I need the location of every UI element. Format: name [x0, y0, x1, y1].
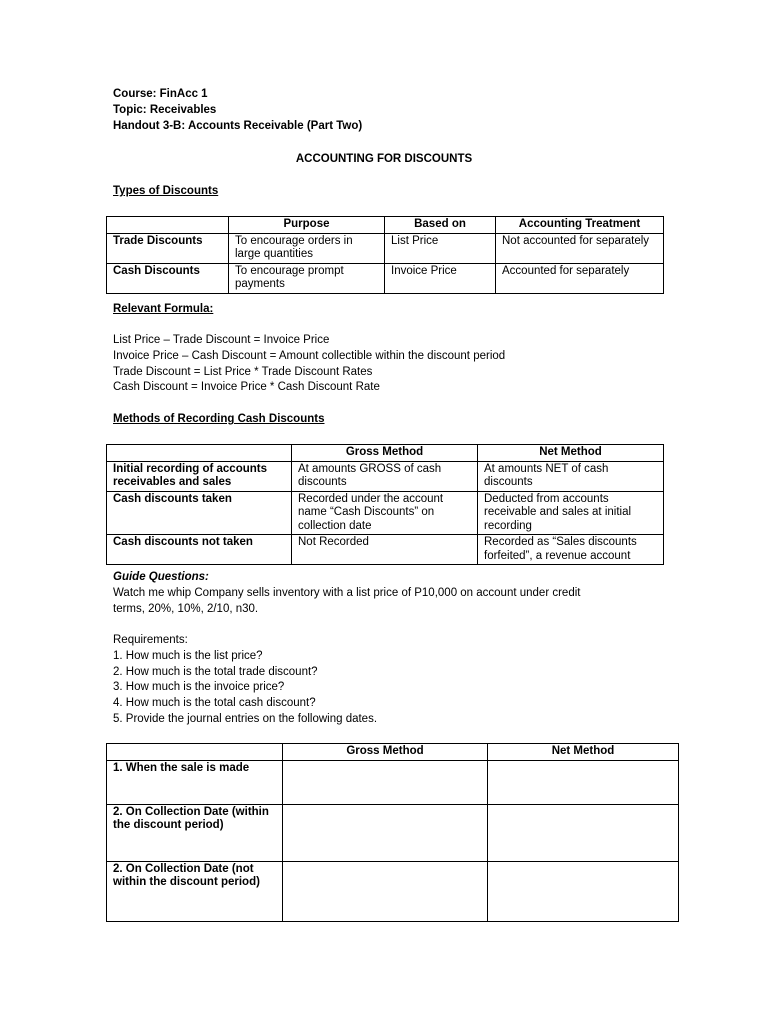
row-label: Cash discounts not taken	[107, 535, 292, 565]
table-cell: Not accounted for separately	[496, 233, 664, 263]
problem-text: Watch me whip Company sells inventory with a list price of P10,000 on account under credit	[113, 587, 581, 599]
table-row	[107, 760, 679, 804]
table-cell: At amounts GROSS of cash discounts	[292, 461, 478, 491]
requirement-item: 2. How much is the total trade discount?	[113, 666, 318, 678]
types-col-empty	[107, 217, 229, 234]
page-title: ACCOUNTING FOR DISCOUNTS	[295, 153, 473, 165]
problem-text: terms, 20%, 10%, 2/10, n30.	[113, 603, 259, 615]
answer-cell-gross	[283, 760, 488, 804]
journal-table-header	[107, 744, 679, 761]
methods-table	[106, 444, 664, 565]
row-label: Cash discounts taken	[107, 491, 292, 535]
handout-label: Handout 3-B: Accounts Receivable (Part Two)	[113, 120, 363, 132]
row-label: Initial recording of accounts receivables and sales	[107, 461, 292, 491]
table-row	[107, 233, 664, 263]
row-label: 2. On Collection Date (within the discount period)	[107, 804, 283, 861]
table-row	[107, 861, 679, 921]
types-table-header	[107, 217, 664, 234]
table-cell: To encourage orders in large quantities	[229, 233, 385, 263]
answer-cell-gross	[283, 861, 488, 921]
methods-heading: Methods of Recording Cash Discounts	[113, 413, 325, 425]
table-cell: Recorded as “Sales discounts forfeited”, a revenue account	[478, 535, 664, 565]
methods-col-empty	[107, 445, 292, 462]
course-label: Course: FinAcc 1	[113, 88, 208, 100]
table-cell: At amounts NET of cash discounts	[478, 461, 664, 491]
answer-cell-gross	[283, 804, 488, 861]
requirement-item: 3. How much is the invoice price?	[113, 681, 285, 693]
table-cell: Deducted from accounts receivable and sales at initial recording	[478, 491, 664, 535]
requirement-item: 5. Provide the journal entries on the following dates.	[113, 713, 378, 725]
table-row	[107, 804, 679, 861]
types-col-treatment: Accounting Treatment	[496, 217, 664, 234]
table-cell: List Price	[385, 233, 496, 263]
types-table	[106, 216, 664, 294]
answer-cell-net	[488, 760, 679, 804]
row-label: Trade Discounts	[107, 233, 229, 263]
formula-heading: Relevant Formula:	[113, 303, 214, 315]
formula-line: Cash Discount = Invoice Price * Cash Discount Rate	[113, 381, 380, 393]
formula-line: Trade Discount = List Price * Trade Discount Rates	[113, 366, 373, 378]
row-label: Cash Discounts	[107, 263, 229, 293]
row-label: 2. On Collection Date (not within the discount period)	[107, 861, 283, 921]
table-row	[107, 491, 664, 535]
types-col-purpose: Purpose	[229, 217, 385, 234]
answer-cell-net	[488, 861, 679, 921]
methods-col-gross: Gross Method	[292, 445, 478, 462]
requirements-label: Requirements:	[113, 634, 188, 646]
table-cell: Not Recorded	[292, 535, 478, 565]
types-heading: Types of Discounts	[113, 185, 219, 197]
table-cell: Invoice Price	[385, 263, 496, 293]
formula-line: List Price – Trade Discount = Invoice Price	[113, 334, 330, 346]
journal-col-empty	[107, 744, 283, 761]
journal-col-gross: Gross Method	[283, 744, 488, 761]
requirement-item: 1. How much is the list price?	[113, 650, 263, 662]
formula-line: Invoice Price – Cash Discount = Amount collectible within the discount period	[113, 350, 506, 362]
methods-table-header	[107, 445, 664, 462]
table-cell: To encourage prompt payments	[229, 263, 385, 293]
journal-table	[106, 743, 679, 922]
answer-cell-net	[488, 804, 679, 861]
guide-heading: Guide Questions:	[113, 571, 209, 583]
journal-col-net: Net Method	[488, 744, 679, 761]
row-label: 1. When the sale is made	[107, 760, 283, 804]
topic-label: Topic: Receivables	[113, 104, 217, 116]
methods-col-net: Net Method	[478, 445, 664, 462]
table-cell: Recorded under the account name “Cash Discounts” on collection date	[292, 491, 478, 535]
table-row	[107, 263, 664, 293]
requirement-item: 4. How much is the total cash discount?	[113, 697, 316, 709]
table-row	[107, 461, 664, 491]
table-cell: Accounted for separately	[496, 263, 664, 293]
types-col-based-on: Based on	[385, 217, 496, 234]
table-row	[107, 535, 664, 565]
